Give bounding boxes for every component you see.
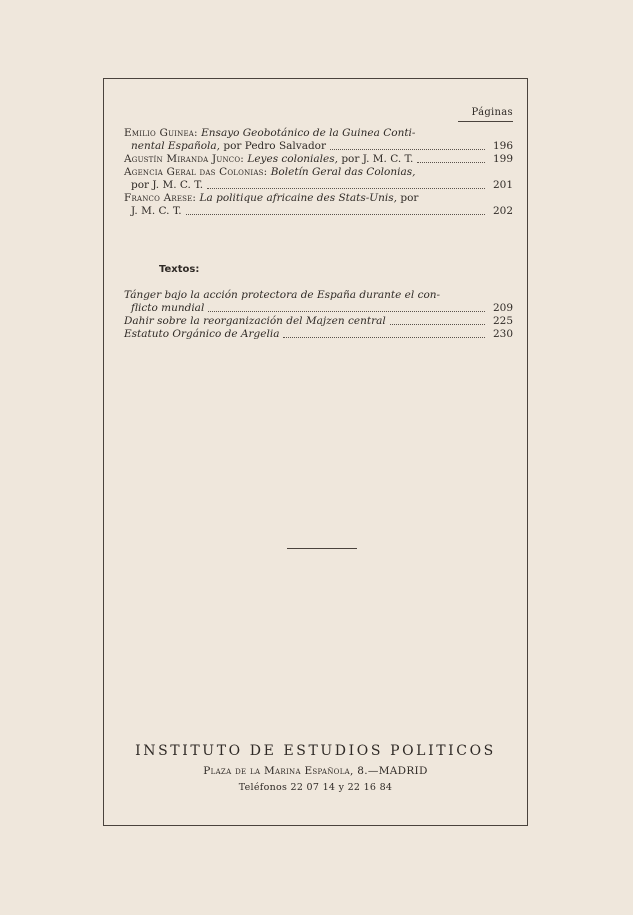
toc-entry-estatuto[interactable] (124, 328, 513, 341)
entry-author: Agustín Miranda Junco: (124, 153, 245, 165)
entry-reviewer: por J. M. C. T. (131, 179, 204, 191)
entry-reviewer: J. M. C. T. (131, 205, 182, 217)
entry-title-tail: por (400, 192, 419, 204)
entry-title: La politique africaine des Stats-Unis, (199, 192, 397, 204)
paginas-heading: Páginas (471, 107, 513, 118)
paginas-rule (458, 121, 513, 122)
toc-entry-arese[interactable] (124, 192, 513, 218)
entry-title-cont: flicto mundial (131, 302, 205, 314)
entry-title: Ensayo Geobotánico de la Guinea Conti- (201, 127, 416, 139)
leader-dots (186, 213, 485, 215)
publisher-footer (104, 743, 527, 793)
entry-page: 225 (492, 315, 513, 327)
entry-title: Tánger bajo la acción protectora de España durante el con- (124, 289, 441, 301)
institute-phones: Teléfonos 22 07 14 y 22 16 84 (238, 782, 393, 793)
entry-author: Agencia Geral das Colonias: (124, 166, 268, 178)
leader-dots (417, 161, 485, 163)
entry-reviewer: por Pedro Salvador (223, 140, 327, 152)
entry-title: Leyes coloniales, (247, 153, 338, 165)
entry-title-cont: nental Española, (131, 140, 220, 152)
institute-address: Plaza de la Marina Española, 8.—MADRID (203, 765, 428, 777)
institute-name: INSTITUTO DE ESTUDIOS POLITICOS (135, 743, 496, 759)
entry-author: Franco Arese: (124, 192, 197, 204)
toc-entry-dahir[interactable] (124, 315, 513, 328)
entry-page: 202 (492, 205, 513, 217)
entry-reviewer: por J. M. C. T. (341, 153, 414, 165)
leader-dots (390, 323, 485, 325)
leader-dots (330, 148, 485, 150)
toc-entry-tanger[interactable] (124, 289, 513, 315)
section-divider (287, 548, 357, 549)
entry-page: 230 (492, 328, 513, 340)
textos-heading: Textos: (159, 264, 200, 275)
toc-entry-agencia[interactable] (124, 166, 513, 192)
entry-author: Emilio Guinea: (124, 127, 198, 139)
toc-entry-guinea[interactable] (124, 127, 513, 153)
leader-dots (208, 310, 485, 312)
entry-title: Boletín Geral das Colonias, (270, 166, 416, 178)
entry-page: 196 (492, 140, 513, 152)
entry-title: Dahir sobre la reorganización del Majzen central (124, 315, 386, 327)
entry-page: 201 (492, 179, 513, 191)
entry-page: 209 (492, 302, 513, 314)
entry-page: 199 (492, 153, 513, 165)
page-frame (103, 78, 528, 826)
toc-entry-miranda[interactable] (124, 153, 513, 166)
leader-dots (207, 187, 485, 189)
leader-dots (283, 336, 485, 338)
entry-title: Estatuto Orgánico de Argelia (124, 328, 280, 340)
textos-list (124, 289, 513, 341)
reviews-list (124, 127, 513, 218)
